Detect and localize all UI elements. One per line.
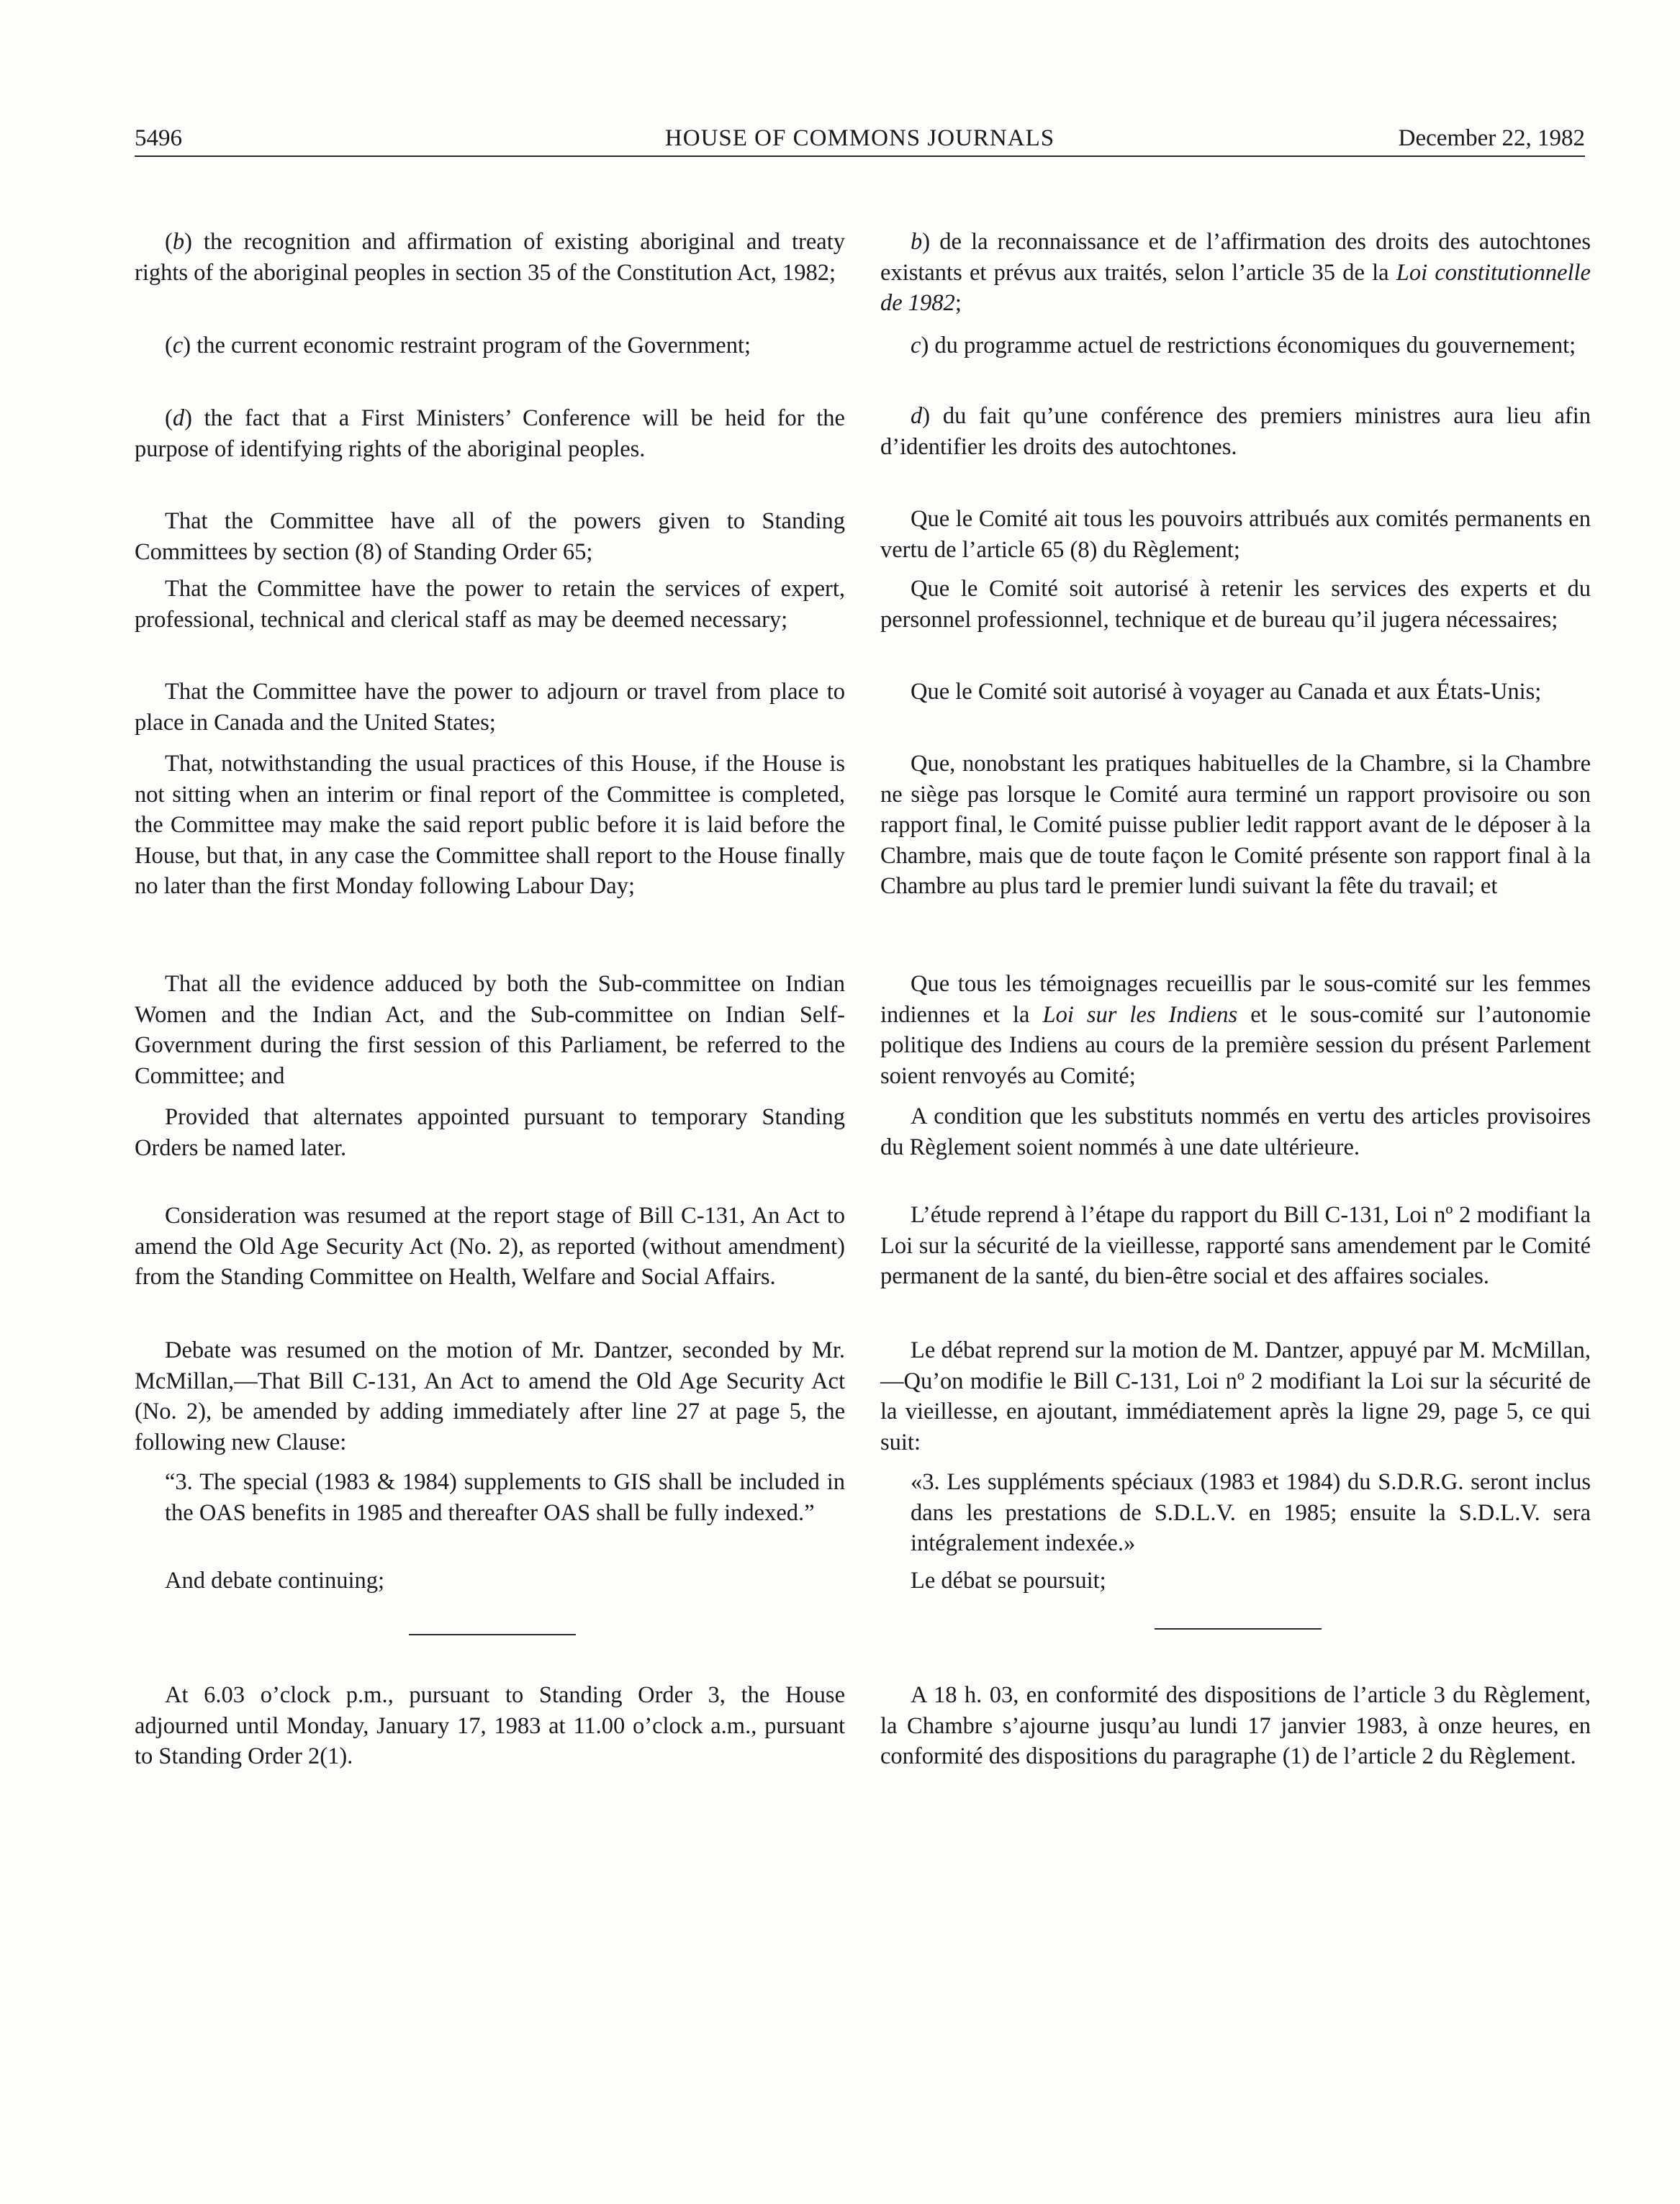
fr-retain: Que le Comité soit autorisé à retenir les services des experts et du personnel professionnel, technique et de bureau qu’il jugera nécessaires; bbox=[880, 576, 1591, 633]
fr-debate: Le débat reprend sur la motion de M. Dantzer, appuyé par M. McMillan,—Qu’on modifie le Bill C-131, Loi nº 2 modifiant la Loi sur la sécurité de la vieillesse, en ajoutant, immédiatement après la ligne 29, page 5, ce qui suit: bbox=[880, 1337, 1591, 1455]
en-debate: Debate was resumed on the motion of Mr. Dantzer, seconded by Mr. McMillan,—That Bill C-131, An Act to amend the Old Age Security Act (No. 2), be amended by adding immediately after line 27 at page 5, the following new Clause: bbox=[135, 1337, 845, 1455]
fr-item-d-text: ) du fait qu’une conférence des premiers ministres aura lieu afin d’identifier les droits des autochtones. bbox=[880, 403, 1591, 460]
en-evidence: That all the evidence adduced by both the Sub-committee on Indian Women and the Indian Act, and the Sub-committee on Indian Self-Government during the first session of this Parliament, be referred to the Committee; and bbox=[135, 971, 845, 1089]
en-item-d-text: the fact that a First Ministers’ Conference will be heid for the purpose of identifying rights of the aboriginal peoples. bbox=[135, 405, 845, 462]
en-alternates: Provided that alternates appointed pursuant to temporary Standing Orders be named later. bbox=[135, 1104, 845, 1161]
fr-evidence-1: Que tous les témoignages recueillis par le sous-comité sur les femmes indiennes et la bbox=[880, 971, 1591, 1028]
french-column bbox=[880, 0, 1591, 2204]
fr-section-divider bbox=[1155, 1628, 1322, 1630]
fr-item-b bbox=[880, 227, 1591, 319]
fr-alternates: A condition que les substituts nommés en vertu des articles provisoires du Règlement soient nommés à une date ultérieure. bbox=[880, 1103, 1591, 1160]
fr-new-clause: «3. Les suppléments spéciaux (1983 et 1984) du S.D.R.G. seront inclus dans les prestations de S.D.L.V. en 1985; ensuite la S.D.L.V. sera intégralement indexée.» bbox=[911, 1469, 1591, 1556]
journal-title: HOUSE OF COMMONS JOURNALS bbox=[664, 125, 1055, 151]
en-adjourn: That the Committee have the power to adjourn or travel from place to place in Canada and the United States; bbox=[135, 679, 845, 736]
en-item-c-text: the current economic restraint program of the Government; bbox=[191, 333, 751, 358]
en-item-b: (b) the recognition and affirmation of existing aboriginal and treaty rights of the aboriginal peoples in section 35 of the Constitution Act, 1982; bbox=[135, 229, 845, 286]
fr-item-b-italic: Loi constitutionnelle de 1982 bbox=[880, 259, 1591, 316]
en-item-c-label: c bbox=[172, 333, 184, 358]
en-consideration: Consideration was resumed at the report stage of Bill C-131, An Act to amend the Old Age Security Act (No. 2), as reported (without amendment) from the Standing Committee on Health, Welfare and Social Affairs. bbox=[135, 1203, 845, 1290]
en-powers: That the Committee have all of the powers given to Standing Committees by section (8) of Standing Order 65; bbox=[135, 508, 845, 565]
en-report: That, notwithstanding the usual practices of this House, if the House is not sitting when an interim or final report of the Committee is completed, the Committee may make the said report public before it is laid before the House, but that, in any case the Committee shall report to the House finally no later than the first Monday following Labour Day; bbox=[135, 751, 845, 899]
en-item-b-label: b bbox=[172, 229, 185, 255]
fr-item-b-text-2: ; bbox=[954, 290, 962, 316]
page-number: 5496 bbox=[135, 125, 182, 151]
fr-report: Que, nonobstant les pratiques habituelles de la Chambre, si la Chambre ne siège pas lorsque le Comité aura terminé un rapport provisoire ou son rapport final, le Comité puisse publier ledit rapport avant de le déposer à la Chambre, mais que de toute façon le Comité présente son rapport final à la Chambre au plus tard le premier lundi suivant la fête du travail; et bbox=[880, 751, 1591, 899]
fr-powers: Que le Comité ait tous les pouvoirs attribués aux comités permanents en vertu de l’article 65 (8) du Règlement; bbox=[880, 506, 1591, 563]
fr-evidence-2: et le sous-comité sur l’autonomie politique des Indiens au cours de la première session du présent Parlement soient renvoyés au Comité; bbox=[880, 1001, 1591, 1089]
en-new-clause: “3. The special (1983 & 1984) supplements to GIS shall be included in the OAS benefits in 1985 and thereafter OAS shall be fully indexed.” bbox=[165, 1469, 845, 1526]
en-item-d: (d) the fact that a First Ministers’ Conference will be heid for the purpose of identifying rights of the aboriginal peoples. bbox=[135, 405, 845, 462]
en-retain: That the Committee have the power to retain the services of expert, professional, technical and clerical staff as may be deemed necessary; bbox=[135, 576, 845, 633]
fr-item-d-label: d bbox=[911, 403, 923, 429]
fr-adjournment: A 18 h. 03, en conformité des dispositions de l’article 3 du Règlement, la Chambre s’ajourne jusqu’au lundi 17 janvier 1983, à onze heures, en conformité des dispositions du paragraphe (1) de l’article 2 du Règlement. bbox=[880, 1682, 1591, 1769]
english-column bbox=[135, 0, 845, 2204]
journal-date: December 22, 1982 bbox=[1398, 125, 1585, 151]
fr-debate-continuing: Le débat se poursuit; bbox=[911, 1568, 1106, 1594]
fr-item-d bbox=[880, 401, 1591, 462]
en-item-d-label: d bbox=[172, 405, 185, 431]
fr-evidence-italic: Loi sur les Indiens bbox=[1042, 1001, 1238, 1028]
fr-item-b-text-1: ) de la reconnaissance et de l’affirmation des droits des autochtones existants et prévus aux traités, selon l’article 35 de la bbox=[880, 229, 1591, 286]
fr-item-b-label: b bbox=[911, 229, 923, 255]
fr-consideration: L’étude reprend à l’étape du rapport du Bill C-131, Loi nº 2 modifiant la Loi sur la sécurité de la vieillesse, rapporté sans amendement par le Comité permanent de la santé, du bien-être social et des affaires sociales. bbox=[880, 1202, 1591, 1289]
fr-item-c-label: c bbox=[911, 333, 921, 358]
fr-evidence bbox=[880, 969, 1591, 1091]
en-adjournment: At 6.03 o’clock p.m., pursuant to Standing Order 3, the House adjourned until Monday, January 17, 1983 at 11.00 o’clock a.m., pursuant to Standing Order 2(1). bbox=[135, 1682, 845, 1769]
en-section-divider bbox=[409, 1634, 576, 1635]
fr-item-c bbox=[880, 330, 1591, 361]
fr-item-c-text: ) du programme actuel de restrictions économiques du gouvernement; bbox=[921, 333, 1576, 358]
en-item-b-text: the recognition and affirmation of existing aboriginal and treaty rights of the aboriginal peoples in section 35 of the Constitution Act, 1982; bbox=[135, 229, 845, 286]
en-item-c: (c) the current economic restraint program of the Government; bbox=[165, 333, 751, 358]
fr-travel: Que le Comité soit autorisé à voyager au Canada et aux États-Unis; bbox=[911, 679, 1542, 705]
en-debate-continuing: And debate continuing; bbox=[165, 1568, 385, 1594]
